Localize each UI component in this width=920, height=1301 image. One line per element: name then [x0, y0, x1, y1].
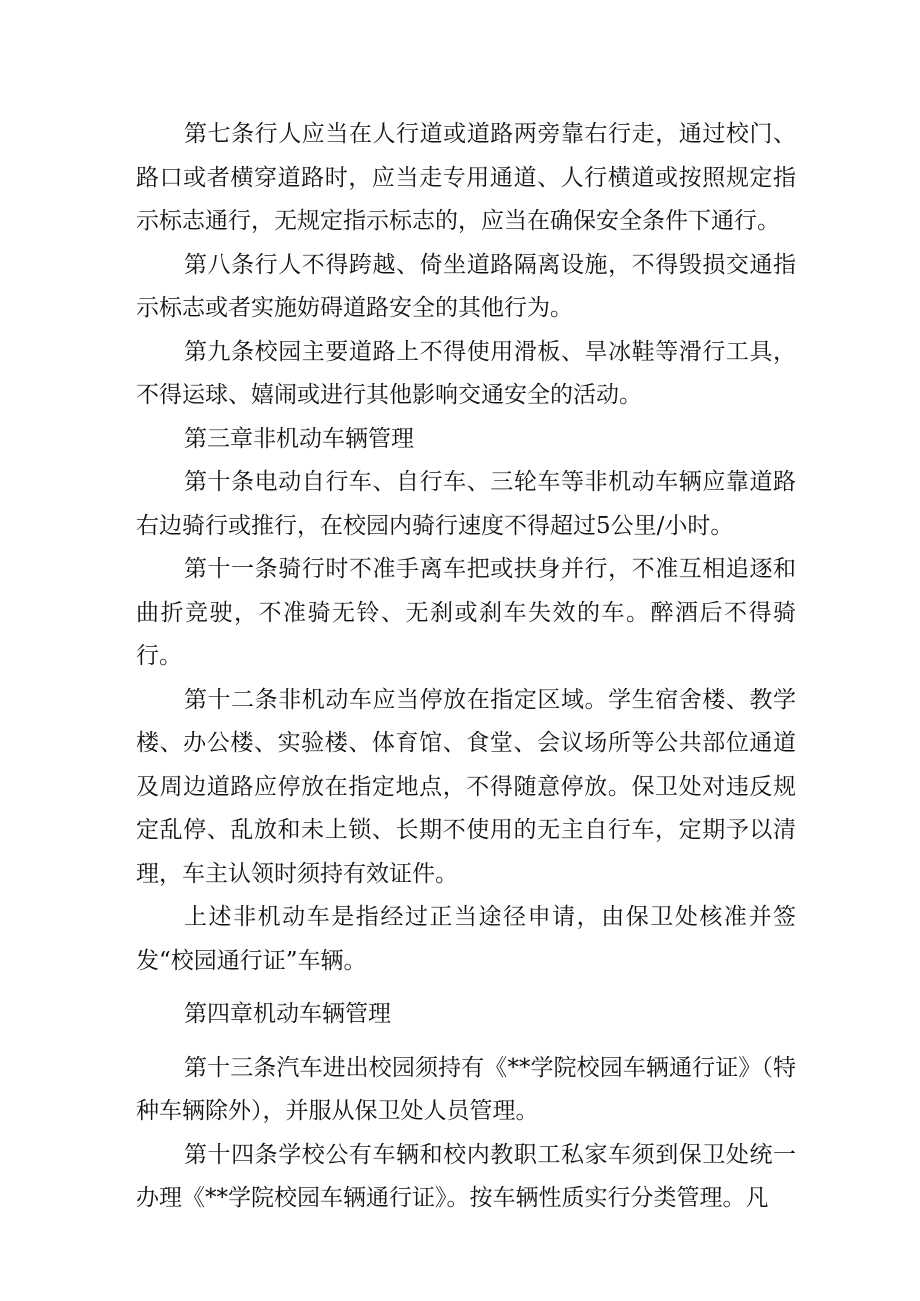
article-14-paragraph: 第十四条学校公有车辆和校内教职工私家车须到保卫处统一办理《**学院校园车辆通行证》。按车辆性质实行分类管理。凡 — [136, 1141, 796, 1211]
spacer — [136, 983, 796, 993]
article-12-paragraph: 第十二条非机动车应当停放在指定区域。学生宿舍楼、教学楼、办公楼、实验楼、体育馆、食堂、会议场所等公共部位通道及周边道路应停放在指定地点，不得随意停放。保卫处对违反规定乱停、乱放和未上锁、长期不使用的无主自行车，定期予以清理，车主认领时须持有效证件。 — [136, 686, 796, 887]
article-10-paragraph: 第十条电动自行车、自行车、三轮车等非机动车辆应靠道路右边骑行或推行，在校园内骑行速度不得超过5公里/小时。 — [136, 469, 796, 539]
article-7-paragraph: 第七条行人应当在人行道或道路两旁靠右行走，通过校门、路口或者横穿道路时，应当走专用通道、人行横道或按照规定指示标志通行，无规定指示标志的，应当在确保安全条件下通行。 — [136, 121, 796, 234]
article-9-paragraph: 第九条校园主要道路上不得使用滑板、旱冰鞋等滑行工具，不得运球、嬉闹或进行其他影响交通安全的活动。 — [136, 338, 796, 408]
article-8-paragraph: 第八条行人不得跨越、倚坐道路隔离设施，不得毁损交通指示标志或者实施妨碍道路安全的其他行为。 — [136, 251, 796, 321]
chapter-3-heading: 第三章非机动车辆管理 — [184, 425, 414, 452]
article-13-paragraph: 第十三条汽车进出校园须持有《**学院校园车辆通行证》（特种车辆除外），并服从保卫处人员管理。 — [136, 1054, 796, 1124]
spacer — [136, 1037, 796, 1047]
chapter-4-heading: 第四章机动车辆管理 — [184, 1001, 391, 1027]
non-motor-vehicle-definition-paragraph: 上述非机动车是指经过正当途径申请，由保卫处核准并签发“校园通行证”车辆。 — [136, 904, 796, 974]
document-body — [136, 113, 796, 1221]
article-11-paragraph: 第十一条骑行时不准手离车把或扶身并行，不准互相追逐和曲折竞驶，不准骑无铃、无刹或刹车失效的车。醉酒后不得骑行。 — [136, 556, 796, 669]
